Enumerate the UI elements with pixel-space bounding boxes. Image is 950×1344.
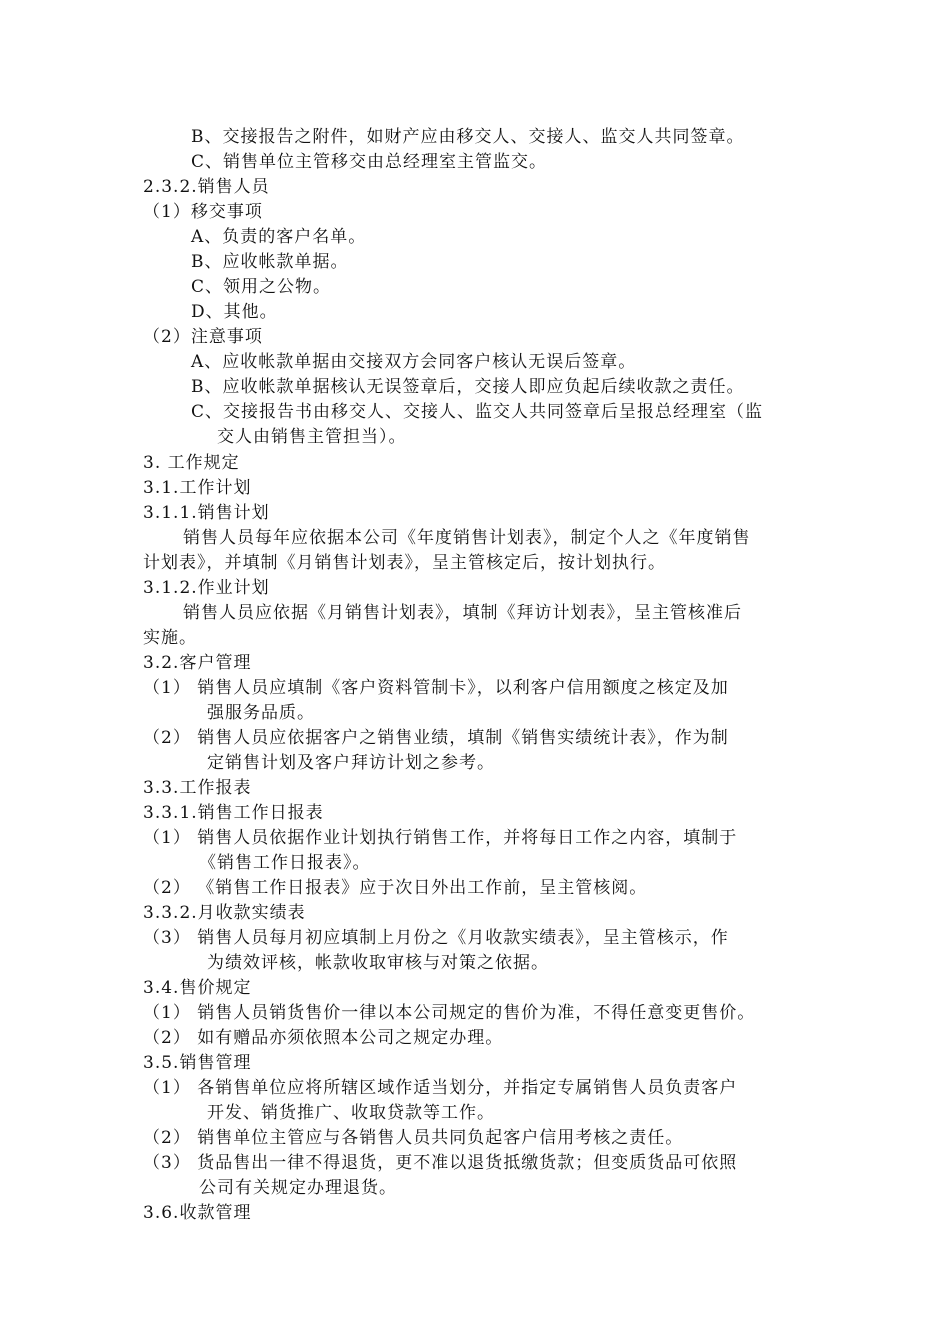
section-heading-3-1-1: 3.1.1.销售计划 — [143, 503, 270, 523]
paragraph-work-plan: 销售人员应依据《月销售计划表》，填制《拜访计划表》，呈主管核准后 — [183, 603, 742, 623]
list-item-territory: （1） 各销售单位应将所辖区域作适当划分，并指定专属销售人员负责客户 — [143, 1078, 738, 1098]
list-item-a-client-list: A、负责的客户名单。 — [191, 227, 367, 247]
text-line-c-supervisor: C、销售单位主管移交由总经理室主管监交。 — [191, 152, 548, 172]
list-item-c-report-cont: 交人由销售主管担当）。 — [217, 427, 407, 447]
list-item-sales-stats-cont: 定销售计划及客户拜访计划之参考。 — [207, 753, 495, 773]
list-item-monthly-collection-cont: 为绩效评核，帐款收取审核与对策之依据。 — [207, 953, 549, 973]
list-item-return-policy: （3） 货品售出一律不得退货，更不准以退货抵缴货款；但变质货品可依照 — [143, 1153, 738, 1173]
subheading-notes: （2）注意事项 — [143, 327, 263, 347]
list-item-sales-stats: （2） 销售人员应依据客户之销售业绩，填制《销售实绩统计表》，作为制 — [143, 728, 729, 748]
section-heading-3-3-2: 3.3.2.月收款实绩表 — [143, 903, 306, 923]
list-item-daily-report-cont: 《销售工作日报表》。 — [199, 853, 371, 873]
section-heading-3-3-1: 3.3.1.销售工作日报表 — [143, 803, 324, 823]
list-item-daily-report: （1） 销售人员依据作业计划执行销售工作，并将每日工作之内容，填制于 — [143, 828, 738, 848]
list-item-a-sign: A、应收帐款单据由交接双方会同客户核认无误后签章。 — [191, 352, 637, 372]
paragraph-work-plan-cont: 实施。 — [143, 628, 197, 648]
section-heading-3: 3. 工作规定 — [143, 453, 240, 473]
text-line-b-attachment: B、交接报告之附件，如财产应由移交人、交接人、监交人共同签章。 — [191, 127, 745, 147]
list-item-return-policy-cont: 公司有关规定办理退货。 — [199, 1178, 397, 1198]
section-heading-3-5: 3.5.销售管理 — [143, 1053, 252, 1073]
list-item-c-report: C、交接报告书由移交人、交接人、监交人共同签章后呈报总经理室（监 — [191, 402, 764, 422]
section-heading-3-1-2: 3.1.2.作业计划 — [143, 578, 270, 598]
subheading-handover-items: （1）移交事项 — [143, 202, 263, 222]
list-item-c-supplies: C、领用之公物。 — [191, 277, 332, 297]
list-item-customer-card-cont: 强服务品质。 — [207, 703, 315, 723]
paragraph-sales-plan: 销售人员每年应依据本公司《年度销售计划表》，制定个人之《年度销售 — [183, 528, 751, 548]
list-item-customer-card: （1） 销售人员应填制《客户资料管制卡》，以利客户信用额度之核定及加 — [143, 678, 729, 698]
list-item-price-rule: （1） 销售人员销货售价一律以本公司规定的售价为准，不得任意变更售价。 — [143, 1003, 756, 1023]
list-item-monthly-collection: （3） 销售人员每月初应填制上月份之《月收款实绩表》，呈主管核示，作 — [143, 928, 729, 948]
list-item-gift-rule: （2） 如有赠品亦须依照本公司之规定办理。 — [143, 1028, 504, 1048]
section-heading-3-3: 3.3.工作报表 — [143, 778, 252, 798]
list-item-d-other: D、其他。 — [191, 302, 278, 322]
list-item-b-receivables: B、应收帐款单据。 — [191, 252, 349, 272]
section-heading-3-1: 3.1.工作计划 — [143, 478, 252, 498]
list-item-credit-check: （2） 销售单位主管应与各销售人员共同负起客户信用考核之责任。 — [143, 1128, 684, 1148]
list-item-daily-report-review: （2） 《销售工作日报表》应于次日外出工作前，呈主管核阅。 — [143, 878, 648, 898]
section-heading-3-4: 3.4.售价规定 — [143, 978, 252, 998]
paragraph-sales-plan-cont: 计划表》，并填制《月销售计划表》，呈主管核定后，按计划执行。 — [143, 553, 666, 573]
list-item-territory-cont: 开发、销货推广、收取贷款等工作。 — [207, 1103, 495, 1123]
section-heading-2-3-2: 2.3.2.销售人员 — [143, 177, 270, 197]
section-heading-3-2: 3.2.客户管理 — [143, 653, 252, 673]
section-heading-3-6: 3.6.收款管理 — [143, 1203, 252, 1223]
list-item-b-responsibility: B、应收帐款单据核认无误签章后，交接人即应负起后续收款之责任。 — [191, 377, 745, 397]
